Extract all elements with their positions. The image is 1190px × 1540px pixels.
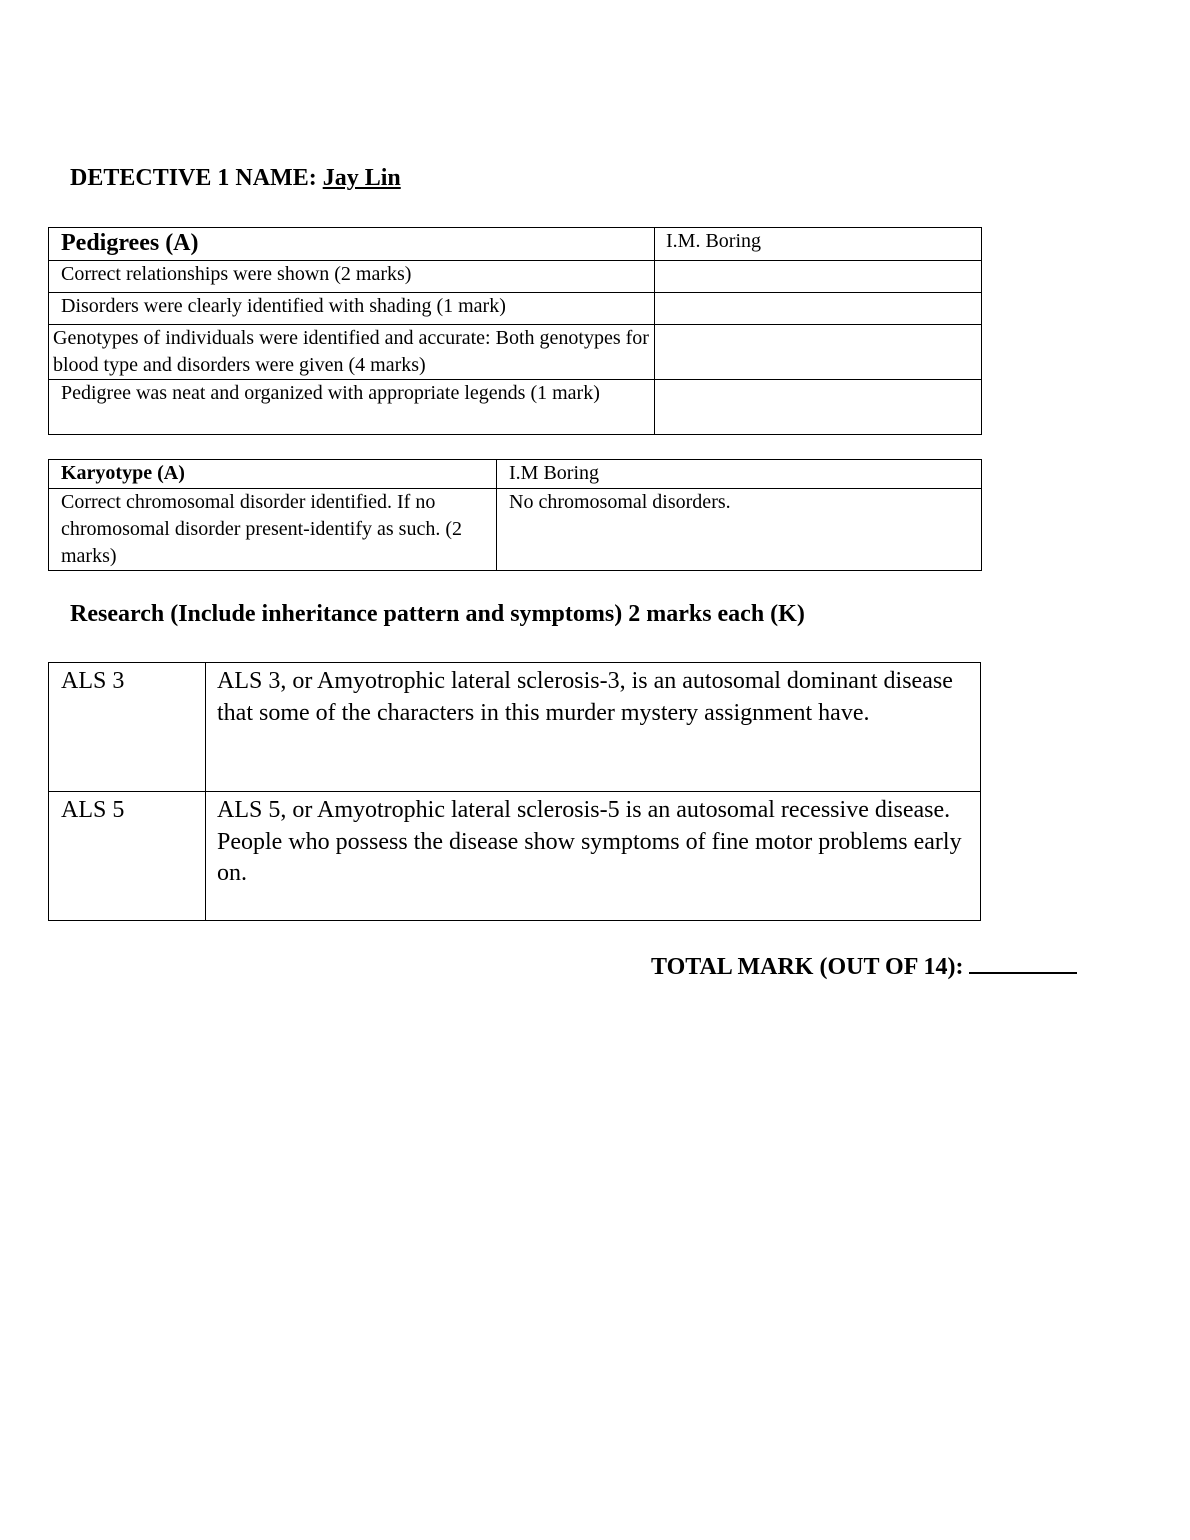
research-term: ALS 5 bbox=[49, 792, 206, 921]
table-row bbox=[49, 489, 982, 571]
detective-name: Jay Lin bbox=[322, 165, 401, 191]
pedigree-criterion: Genotypes of individuals were identified and accurate: Both genotypes for blood type and disorders were given (4 marks) bbox=[49, 325, 655, 380]
total-mark bbox=[651, 950, 1077, 981]
pedigree-criterion: Pedigree was neat and organized with appropriate legends (1 mark) bbox=[49, 380, 655, 435]
karyotype-criterion: Correct chromosomal disorder identified. If no chromosomal disorder present-identify as such. (2 marks) bbox=[49, 489, 497, 571]
pedigrees-title: Pedigrees (A) bbox=[49, 228, 655, 261]
pedigree-response-cell bbox=[655, 380, 982, 435]
pedigree-response-cell bbox=[655, 261, 982, 293]
research-table bbox=[48, 662, 981, 921]
detective-heading bbox=[70, 165, 401, 192]
research-term: ALS 3 bbox=[49, 663, 206, 792]
table-row bbox=[49, 325, 982, 380]
table-row bbox=[49, 293, 982, 325]
pedigree-response-cell bbox=[655, 325, 982, 380]
table-row bbox=[49, 380, 982, 435]
table-row bbox=[49, 228, 982, 261]
pedigree-criterion: Correct relationships were shown (2 marks) bbox=[49, 261, 655, 293]
table-row bbox=[49, 663, 981, 792]
research-description: ALS 5, or Amyotrophic lateral sclerosis-5 is an autosomal recessive disease. People who possess the disease show symptoms of fine motor problems early on. bbox=[206, 792, 981, 921]
total-mark-label: TOTAL MARK (OUT OF 14): bbox=[651, 954, 964, 980]
research-heading: Research (Include inheritance pattern and symptoms) 2 marks each (K) bbox=[70, 601, 805, 627]
pedigree-criterion: Disorders were clearly identified with shading (1 mark) bbox=[49, 293, 655, 325]
karyotype-marker: I.M Boring bbox=[497, 460, 982, 489]
research-description: ALS 3, or Amyotrophic lateral sclerosis-3, is an autosomal dominant disease that some of the characters in this murder mystery assignment have. bbox=[206, 663, 981, 792]
karyotype-table bbox=[48, 459, 982, 571]
pedigrees-marker: I.M. Boring bbox=[655, 228, 982, 261]
pedigrees-table bbox=[48, 227, 982, 435]
table-row bbox=[49, 460, 982, 489]
table-row bbox=[49, 792, 981, 921]
detective-label: DETECTIVE 1 NAME: bbox=[70, 165, 317, 191]
karyotype-title: Karyotype (A) bbox=[49, 460, 497, 489]
karyotype-response: No chromosomal disorders. bbox=[497, 489, 982, 571]
total-mark-blank bbox=[969, 950, 1077, 974]
pedigree-response-cell bbox=[655, 293, 982, 325]
table-row bbox=[49, 261, 982, 293]
